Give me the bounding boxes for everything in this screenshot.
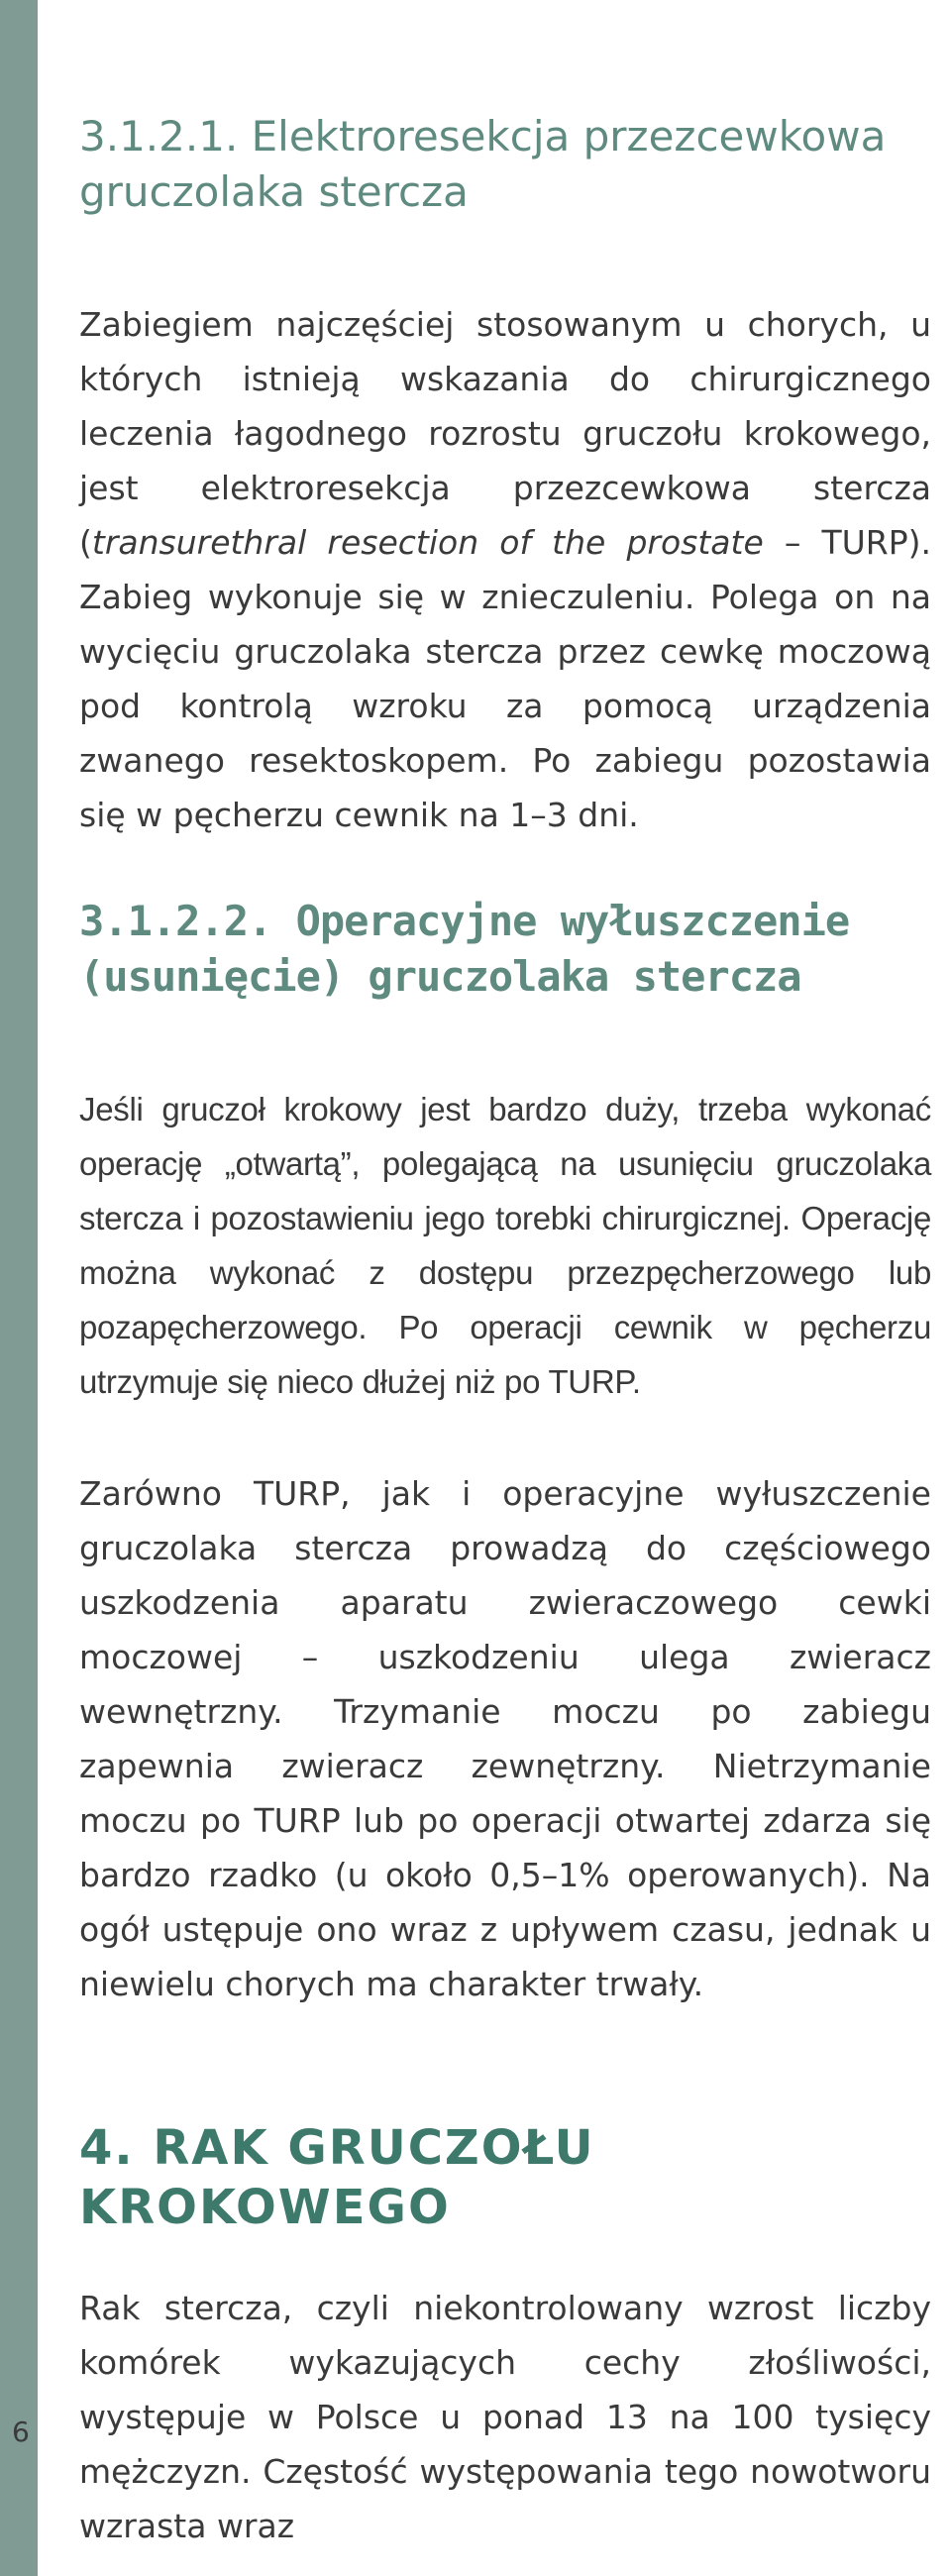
heading-line-2: (usunięcie) gruczolaka stercza	[79, 952, 801, 1001]
body-paragraph: Zarówno TURP, jak i operacyjne wyłuszczenie gruczolaka stercza prowadzą do częściowego uszkodzenia aparatu zwieraczowego cewki moczowej – uszkodzeniu ulega zwieracz wewnętrzny. Trzymanie moczu po zabiegu zapewnia zwieracz zewnętrzny. Nietrzymanie moczu po TURP lub po operacji otwartej zdarza się bardzo rzadko (u około 0,5–1% operowanych). Na ogół ustępuje ono wraz z upływem czasu, jednak u niewielu chorych ma charakter trwały.	[79, 1474, 931, 2003]
heading-line-1: 3.1.2.1. Elektroresekcja przezcewkowa	[79, 112, 887, 161]
section-3-1-2-1	[79, 109, 931, 842]
paragraph-text-part-2: – TURP). Zabieg wykonuje się w znieczuleniu. Polega on na wycięciu gruczolaka stercza przez cewkę moczową pod kontrolą wzroku za pomocą urządzenia zwanego resektoskopem. Po zabiegu pozostawia się w pęcherzu cewnik na 1–3 dni.	[79, 523, 931, 834]
section-3-1-2-2	[79, 894, 931, 2011]
body-paragraph: Jeśli gruczoł krokowy jest bardzo duży, trzeba wykonać operację „otwartą”, polegającą na usunięciu gruczolaka stercza i pozostawieniu jego torebki chirurgicznej. Operację można wykonać z dostępu przezpęcherzowego lub pozapęcherzowego. Po operacji cewnik w pęcherzu utrzymuje się nieco dłużej niż po TURP.	[79, 1091, 931, 1400]
heading-line-2: gruczolaka stercza	[79, 167, 469, 216]
paragraph-italic-term: transurethral resection of the prostate	[91, 523, 764, 562]
page-number: 6	[12, 2415, 30, 2448]
body-paragraph: Rak stercza, czyli niekontrolowany wzrost liczby komórek wykazujących cechy złośliwości, występuje w Polsce u ponad 13 na 100 tysięcy mężczyzn. Częstość występowania tego nowotworu wzrasta wraz	[79, 2289, 931, 2545]
section-heading	[79, 894, 931, 1005]
chapter-heading: 4. RAK GRUCZOŁU KROKOWEGO	[79, 2120, 595, 2235]
paragraph-text-part-1: Zabiegiem najczęściej stosowanym u chorych, u których istnieją wskazania do chirurgicznego leczenia łagodnego rozrostu gruczołu krokowego, jest elektroresekcja przezcewkowa stercza (	[79, 305, 931, 562]
section-4	[79, 2118, 931, 2553]
section-heading	[79, 109, 931, 220]
heading-line-1: 3.1.2.2. Operacyjne wyłuszczenie	[79, 897, 850, 945]
body-paragraph	[79, 297, 931, 842]
side-color-bar	[0, 0, 38, 2576]
page-content	[79, 109, 931, 2553]
